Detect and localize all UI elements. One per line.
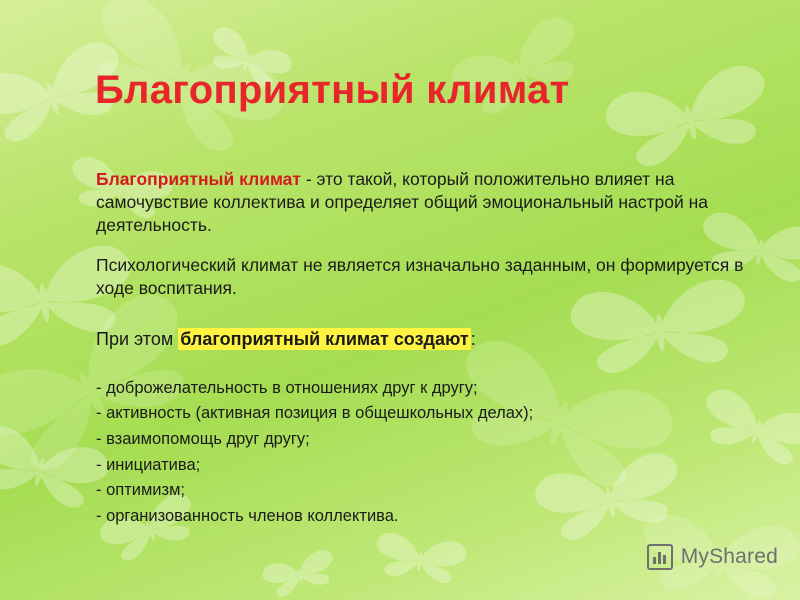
- list-item: - организованность членов коллектива.: [96, 506, 399, 525]
- paragraph-psych-climate: Психологический климат не является изначально заданным, он формируется в ходе воспитания.: [96, 255, 744, 299]
- chart-bars-icon: [647, 544, 673, 570]
- watermark-label: MyShared: [680, 545, 778, 568]
- list-item: - оптимизм;: [96, 481, 186, 500]
- body-text-block: [96, 150, 756, 529]
- bullet-list: [96, 376, 756, 529]
- highlight-statement: [96, 328, 756, 351]
- paragraph-definition: [96, 168, 756, 237]
- highlight-prefix: При этом: [96, 329, 179, 350]
- definition-text: это такой, который положительно влияет на самочувствие коллектива и определяет общий эмоциональный настрой на деятельность.: [96, 168, 709, 235]
- list-item: - активность (активная позиция в общешкольных делах);: [96, 404, 534, 423]
- definition-term: Благоприятный климат: [96, 168, 301, 189]
- highlight-suffix: :: [470, 329, 476, 350]
- page-title: Благоприятный климат: [95, 68, 570, 112]
- myshared-watermark: [647, 544, 778, 570]
- highlight-text: благоприятный климат создают: [180, 329, 469, 350]
- list-item: - взаимопомощь друг другу;: [96, 429, 310, 448]
- definition-dash: -: [300, 168, 317, 189]
- list-item: - инициатива;: [96, 455, 201, 474]
- list-item: - доброжелательность в отношениях друг к другу;: [96, 378, 478, 397]
